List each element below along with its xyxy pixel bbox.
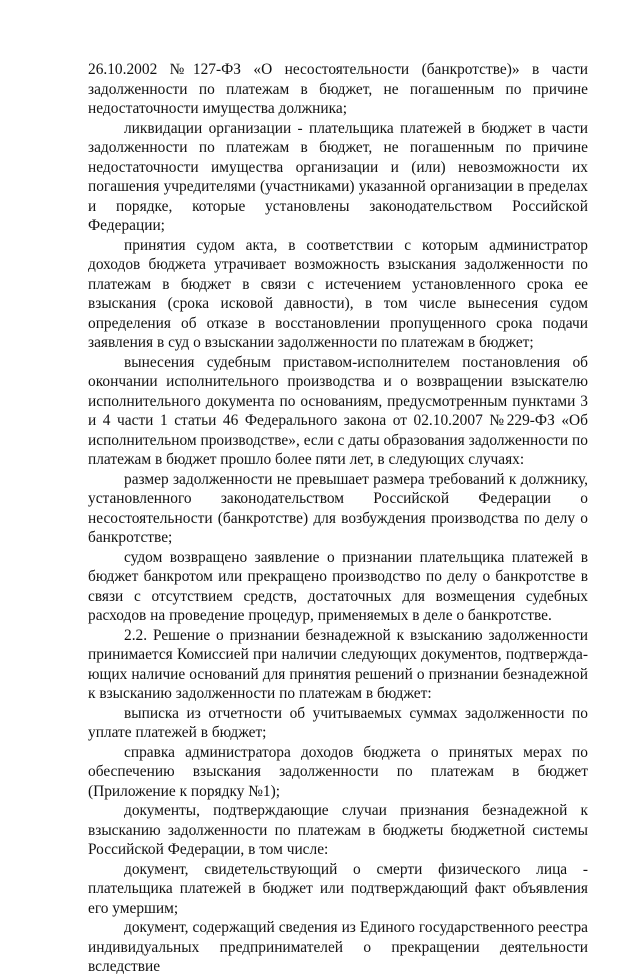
paragraph-court-returned: судом возвращено заявление о признании плательщика платежей в бюджет банкротом или прекращено производство по делу о банкротстве в связи с отсутствием средств, достаточных для возмещения судебных расходов на проведение процедур, применяемых в деле о банкротстве. bbox=[88, 548, 588, 624]
paragraph-section-2-2: 2.2. Решение о признании безнадежной к взысканию задолженности принимается Комиссией при наличии следующих документов, подтвержда-ющих наличие оснований для принятия решений о признании безнадежной к взысканию задолженности по платежам в бюджет: bbox=[88, 626, 588, 702]
paragraph-court-act: принятия судом акта, в соответствии с которым администратор доходов бюджета утрачивает возможность взыскания задолженности по платежам в бюджет в связи с истечением установленного срока ее взыскания (срока исковой давности), в том числе вынесения судом определения об отказе в восстановлении пропущенного срока подачи заявления в суд о взыскании задолженности по платежам в бюджет; bbox=[88, 236, 588, 351]
paragraph-reporting-extract: выписка из отчетности об учитываемых суммах задолженности по уплате платежей в бюджет; bbox=[88, 704, 588, 741]
document-body bbox=[88, 60, 588, 977]
paragraph-registry-document: документ, содержащий сведения из Единого государственного реестра индивидуальных предпринимателей о прекращении деятельности вследствие bbox=[88, 919, 588, 975]
paragraph-administrator-certificate: справка администратора доходов бюджета о принятых мерах по обеспечению взыскания задолженности по платежам в бюджет (Приложение к порядку №1); bbox=[88, 743, 588, 800]
paragraph-bankruptcy-law: 26.10.2002 №127-ФЗ «О несостоятельности (банкротстве)» в части задолженности по платежам в бюджет, не погашенным по причине недостаточности имущества должника; bbox=[88, 61, 588, 117]
paragraph-supporting-documents: документы, подтверждающие случаи признания безнадежной к взысканию задолженности по платежам в бюджеты бюджетной системы Российской Федерации, в том числе: bbox=[88, 802, 588, 858]
paragraph-bailiff-decision: вынесения судебным приставом-исполнителем постановления об окончании исполнительного производства и о возвращении взыскателю исполнительного документа по основаниям, предусмотренным пунктами 3 и 4 части 1 статьи 46 Федерального закона от 02.10.2007 №229-ФЗ «Об исполнительном производстве», если с даты образования задолженности по платежам в бюджет прошло более пяти лет, в следующих случаях: bbox=[88, 353, 588, 468]
paragraph-debt-size: размер задолженности не превышает размера требований к должнику, установленного законодательством Российской Федерации о несостоятельности (банкротстве) для возбуждения производства по делу о банкротстве; bbox=[88, 470, 588, 546]
paragraph-liquidation: ликвидации организации - плательщика платежей в бюджет в части задолженности по платежам в бюджет, не погашенным по причине недостаточности имущества организации и (или) невозможности их погашения учредителями (участниками) указанной организации в пределах и порядке, которые установлены законодательством Российской Федерации; bbox=[88, 119, 588, 234]
paragraph-death-document: документ, свидетельствующий о смерти физического лица - плательщика платежей в бюджет или подтверждающий факт объявления его умершим; bbox=[88, 860, 588, 917]
